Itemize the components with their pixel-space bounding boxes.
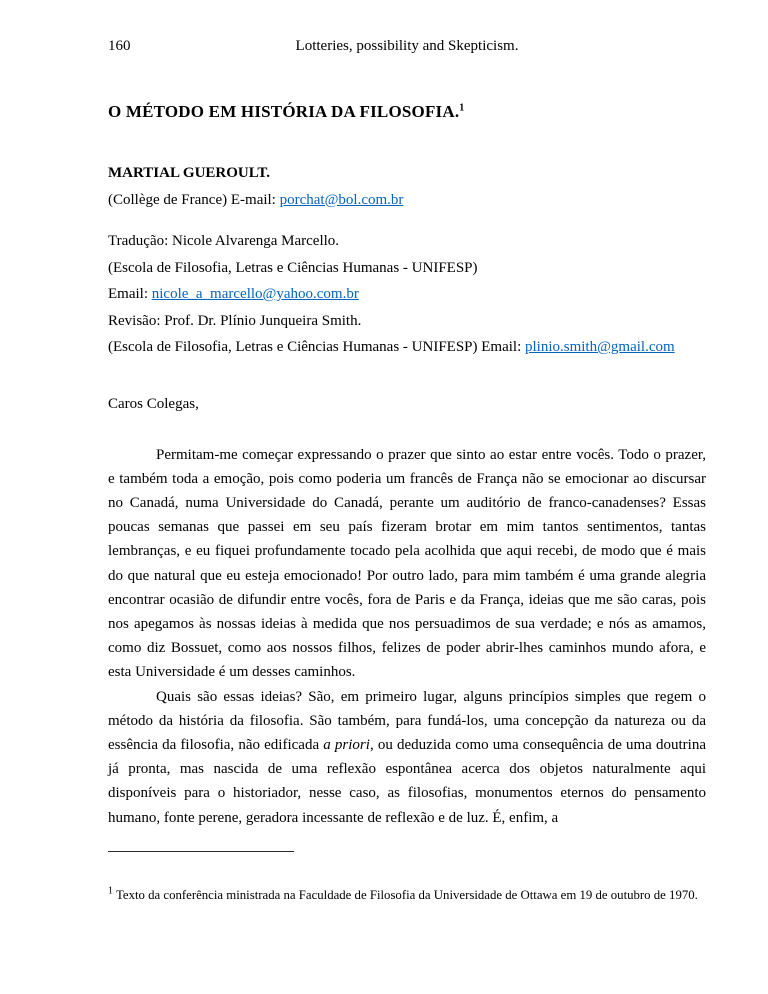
footnote-1 (108, 886, 706, 906)
footnote-separator-rule (108, 851, 294, 852)
article-title (108, 100, 706, 124)
translator-affiliation: (Escola de Filosofia, Letras e Ciências Humanas - UNIFESP) (108, 259, 478, 276)
translator-email-label: Email: (108, 286, 152, 302)
footnote-area (108, 851, 706, 906)
paragraph-2 (108, 685, 706, 830)
author-affiliation-line (108, 187, 706, 214)
reviser-email-link[interactable]: plinio.smith@gmail.com (525, 339, 675, 355)
author-email-link[interactable]: porchat@bol.com.br (279, 191, 404, 208)
translator-email-link[interactable]: nicole_a_marcello@yahoo.com.br (151, 286, 359, 302)
translation-block (108, 228, 706, 361)
author-name: MARTIAL GUEROULT. (108, 165, 271, 181)
paragraph-2-italic-phrase: a priori (323, 736, 370, 753)
footnote-1-mark: 1 (108, 885, 113, 897)
salutation: Caros Colegas, (108, 395, 199, 412)
running-head: Lotteries, possibility and Skepticism. (295, 38, 519, 54)
page-header (108, 36, 706, 56)
title-footnote-ref: 1 (459, 102, 465, 114)
revision-credit: Revisão: Prof. Dr. Plínio Junqueira Smith. (108, 312, 362, 329)
reviser-affiliation-line (108, 334, 706, 361)
author-affiliation-text: (Collège de France) E-mail: (108, 191, 280, 208)
article-title-text: O MÉTODO EM HISTÓRIA DA FILOSOFIA. (108, 102, 460, 121)
reviser-affiliation-text: (Escola de Filosofia, Letras e Ciências Humanas - UNIFESP) Email: (108, 339, 525, 355)
paragraph-2-text-b: , ou deduzida como uma consequência de uma doutrina já pronta, mas nascida de uma reflexão espontânea acerca dos objetos naturalmente aqui disponíveis para o historiador, nesse caso, as filosofias, monumentos eternos do pensamento humano, fonte perene, geradora incessante de reflexão e de luz. É, enfim, a (108, 736, 706, 826)
translator-email-line (108, 281, 706, 308)
paragraph-1: Permitam-me começar expressando o prazer que sinto ao estar entre vocês. Todo o prazer, e também toda a emoção, pois como poderia um francês de França não se emocionar ao discursar no Canadá, numa Universidade do Canadá, perante um auditório de franco-canadenses? Essas poucas semanas que passei em seu país fizeram brotar em mim tantos sentimentos, tantas lembranças, e eu fiquei profundamente tocado pela acolhida que aqui recebi, de modo que é mais do que natural que eu esteja emocionado! Por outro lado, para mim também é uma grande alegria encontrar ocasião de difundir entre vocês, fora de Paris e da França, ideias que me são caras, pois nos apegamos às nossas ideias à medida que nos persuadimos de sua verdade; e nós as amamos, como diz Bossuet, como aos nossos filhos, felizes de poder abrir-lhes caminhos mundo afora, e esta Universidade é um desses caminhos. (108, 446, 706, 681)
paragraph-2-text-a: Quais são essas ideias? São, em primeiro lugar, alguns princípios simples que regem o método da história da filosofia. São também, para fundá-los, uma concepção da natureza ou da essência da filosofia, não edificada (108, 688, 706, 753)
translation-credit: Tradução: Nicole Alvarenga Marcello. (108, 233, 340, 249)
author-block (108, 160, 706, 213)
footnote-1-text: Texto da conferência ministrada na Faculdade de Filosofia da Universidade de Ottawa em 19 de outubro de 1970. (113, 888, 698, 902)
page-number: 160 (108, 38, 131, 54)
